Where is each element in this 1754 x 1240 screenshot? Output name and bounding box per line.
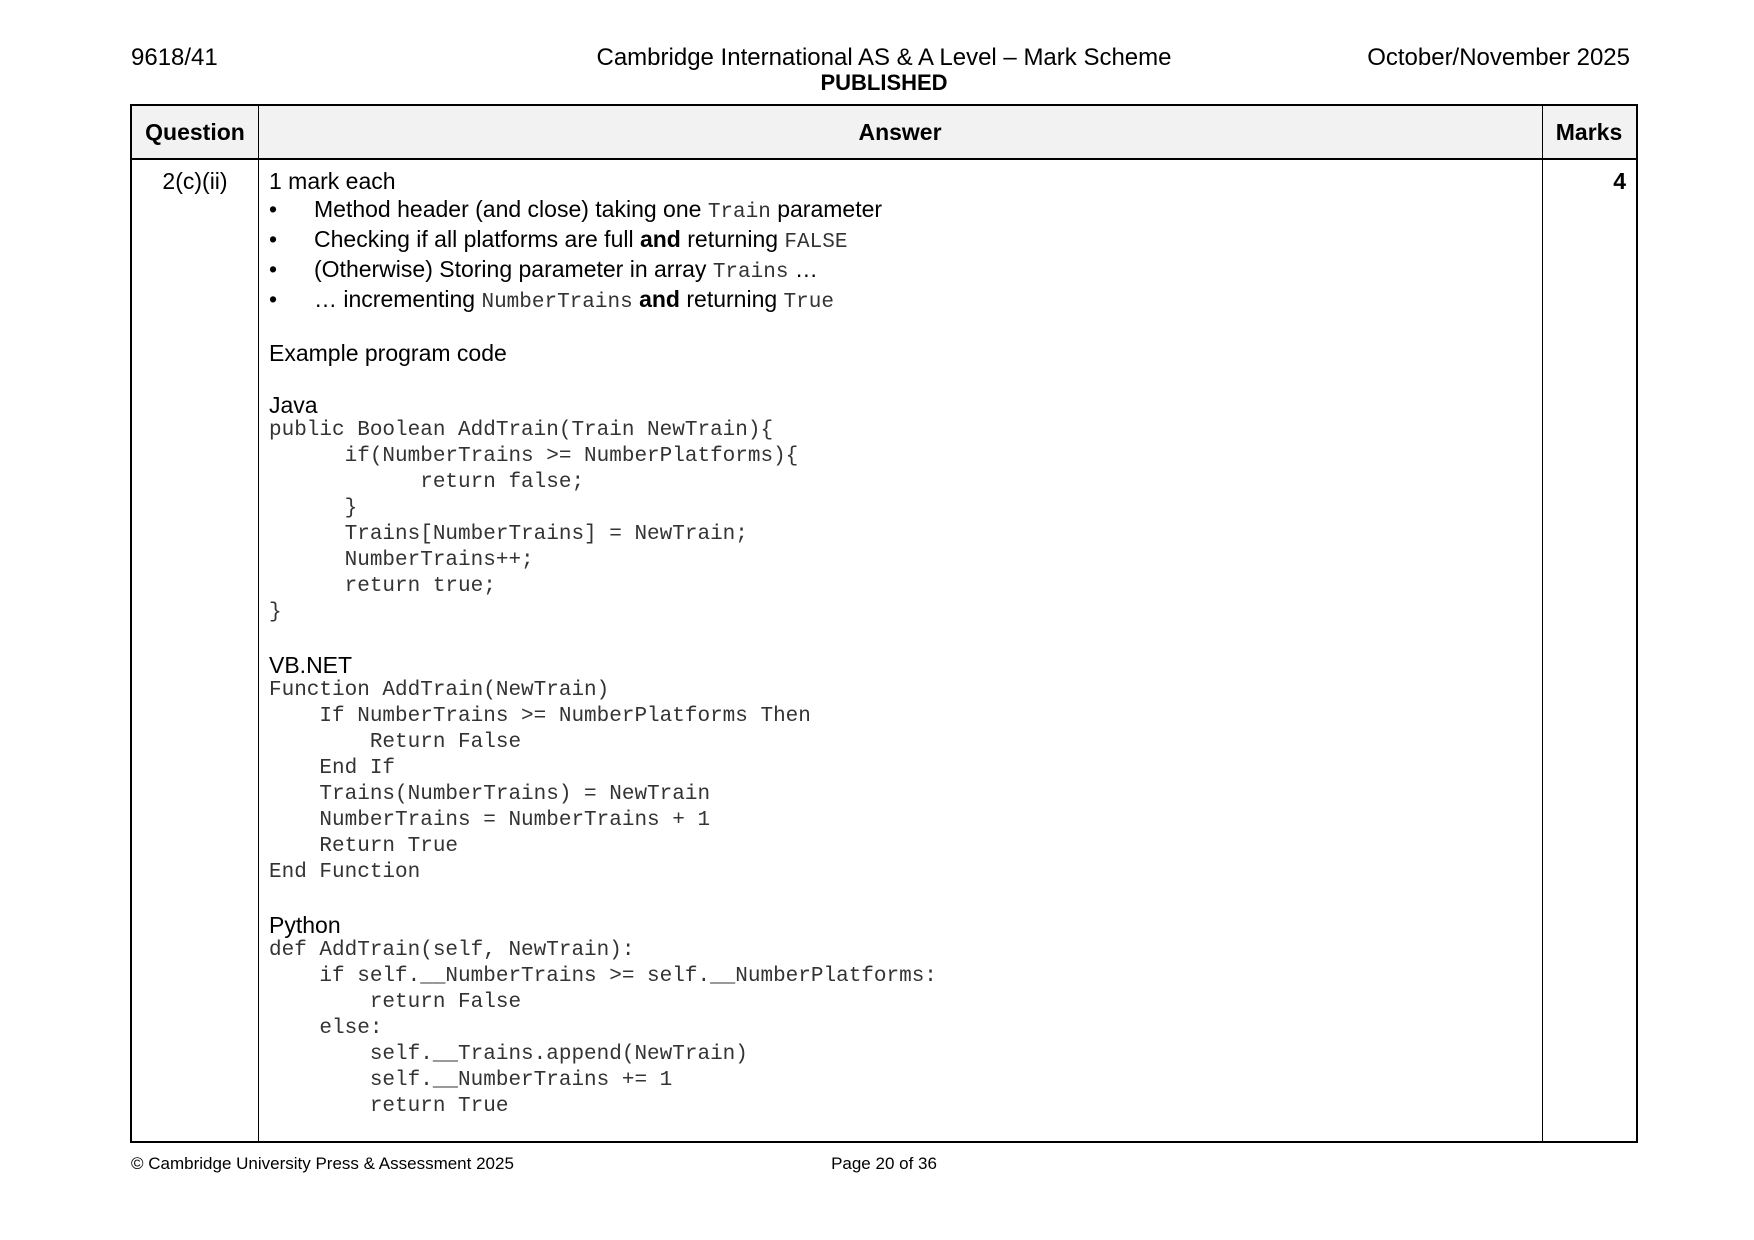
header-marks: Marks <box>1555 119 1623 145</box>
point-text: Checking if all platforms are full <box>314 226 640 252</box>
point-text: returning <box>679 286 784 312</box>
code-line: return true; <box>269 575 496 598</box>
point-text: … incrementing <box>314 286 482 312</box>
code-term: True <box>783 291 834 314</box>
marking-point <box>269 254 1529 284</box>
question-number: 2(c)(ii) <box>162 168 228 194</box>
point-text: (Otherwise) Storing parameter in array <box>314 256 713 282</box>
code-line: Trains(NumberTrains) = NewTrain <box>269 783 711 806</box>
java-code-block <box>269 418 1529 626</box>
python-label: Python <box>269 912 341 938</box>
code-line: if(NumberTrains >= NumberPlatforms){ <box>269 445 799 468</box>
bullet: • <box>269 286 278 312</box>
bold-term: and <box>632 286 680 312</box>
marking-point <box>269 284 1529 314</box>
code-line: } <box>269 497 358 520</box>
paper-code: 9618/41 <box>131 44 218 71</box>
code-line: return False <box>269 991 522 1014</box>
vbnet-code-block <box>269 678 1529 886</box>
marks-value: 4 <box>1613 168 1626 194</box>
code-line: NumberTrains++; <box>269 549 534 572</box>
column-divider <box>258 106 259 1141</box>
code-line: Function AddTrain(NewTrain) <box>269 679 610 702</box>
marking-point <box>269 224 1529 254</box>
answer-cell <box>269 168 1529 1120</box>
copyright: © Cambridge University Press & Assessment 2025 <box>131 1154 514 1173</box>
column-divider <box>1542 106 1543 1141</box>
code-line: } <box>269 601 282 624</box>
code-line: return false; <box>269 471 585 494</box>
bold-term: and <box>639 226 681 252</box>
code-line: public Boolean AddTrain(Train NewTrain){ <box>269 419 774 442</box>
code-line: else: <box>269 1017 383 1040</box>
example-heading: Example program code <box>269 340 507 366</box>
code-line: def AddTrain(self, NewTrain): <box>269 939 635 962</box>
code-line: End If <box>269 757 396 780</box>
page-number: Page 20 of 36 <box>831 1154 937 1173</box>
code-line: self.__NumberTrains += 1 <box>269 1069 673 1092</box>
header-question: Question <box>145 119 245 145</box>
java-label: Java <box>269 392 318 418</box>
code-line: Return True <box>269 835 459 858</box>
python-code-block <box>269 938 1529 1120</box>
mark-intro: 1 mark each <box>269 168 396 194</box>
code-line: NumberTrains = NumberTrains + 1 <box>269 809 711 832</box>
point-text: parameter <box>770 196 883 222</box>
bullet: • <box>269 226 278 252</box>
point-text: Method header (and close) taking one <box>314 196 708 222</box>
published-label: PUBLISHED <box>820 70 948 95</box>
code-line: Return False <box>269 731 522 754</box>
code-line: if self.__NumberTrains >= self.__NumberPlatforms: <box>269 965 937 988</box>
mark-scheme-table <box>130 104 1638 1143</box>
code-line: return True <box>269 1095 509 1118</box>
bullet: • <box>269 256 278 282</box>
vbnet-label: VB.NET <box>269 652 353 678</box>
code-term: NumberTrains <box>481 291 633 314</box>
code-line: self.__Trains.append(NewTrain) <box>269 1043 748 1066</box>
header-answer: Answer <box>858 119 942 145</box>
code-term: Trains <box>712 261 789 284</box>
marking-point <box>269 194 1529 224</box>
point-text: … <box>788 256 818 282</box>
document-title: Cambridge International AS & A Level – Mark Scheme <box>596 44 1172 71</box>
code-line: End Function <box>269 861 421 884</box>
code-line: If NumberTrains >= NumberPlatforms Then <box>269 705 811 728</box>
code-term: FALSE <box>784 231 848 254</box>
bullet: • <box>269 196 278 222</box>
code-line: Trains[NumberTrains] = NewTrain; <box>269 523 748 546</box>
exam-session: October/November 2025 <box>1367 44 1630 71</box>
code-term: Train <box>707 201 771 224</box>
point-text: returning <box>680 226 785 252</box>
